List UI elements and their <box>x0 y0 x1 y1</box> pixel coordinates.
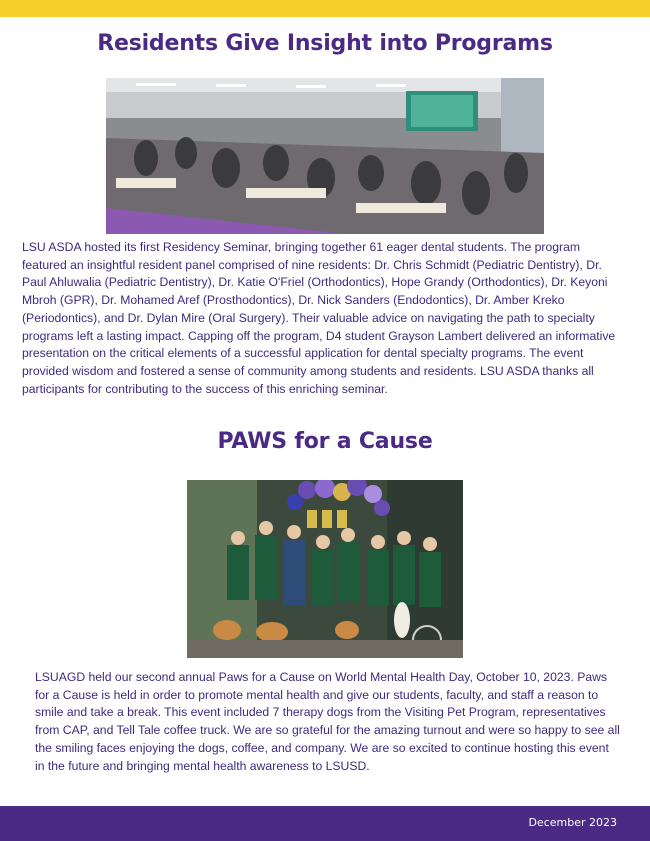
residency-seminar-photo <box>106 78 544 234</box>
section-title-paws: PAWS for a Cause <box>217 429 433 454</box>
paws-for-a-cause-photo <box>187 480 463 658</box>
paws-paragraph: LSUAGD held our second annual Paws for a Cause on World Mental Health Day, October 10, 2023. Paws for a Cause is held in order to promote mental health and give our students, faculty, and staff a reason to smile and take a break. This event included 7 therapy dogs from the Visiting Pet Program, representatives from CAP, and Tell Tale coffee truck. We are so grateful for the amazing turnout and were so happy to see all the smiling faces enjoying the dogs, coffee, and company. We are so excited to continue hosting this event in the future and bringing mental health awareness to LSUSD. <box>35 670 620 773</box>
footer-bar <box>0 806 650 841</box>
footer-date: December 2023 <box>528 816 617 829</box>
top-accent-bar <box>0 0 650 17</box>
section-title-residents: Residents Give Insight into Programs <box>97 31 553 56</box>
residents-paragraph: LSU ASDA hosted its first Residency Seminar, bringing together 61 eager dental students. The program featured an insightful resident panel comprised of nine residents: Dr. Chris Schmidt (Pediatric Dentistry), Dr. Paul Ahluwalia (Pediatric Dentistry), Dr. Katie O'Friel (Orthodontics), Hope Grandy (Orthodontics), Dr. Keyoni Mbroh (GPR), Dr. Mohamed Aref (Prosthodontics), Dr. Nick Sanders (Endodontics), Dr. Amber Kreko (Periodontics), and Dr. Dylan Mire (Oral Surgery). Their valuable advice on navigating the path to specialty programs left a lasting impact. Capping off the program, D4 student Grayson Lambert delivered an informative presentation on the critical elements of a successful application for dental specialty programs. The event provided wisdom and fostered a sense of community among students and residents. LSU ASDA thanks all participants for contributing to the success of this enriching seminar. <box>22 240 616 396</box>
